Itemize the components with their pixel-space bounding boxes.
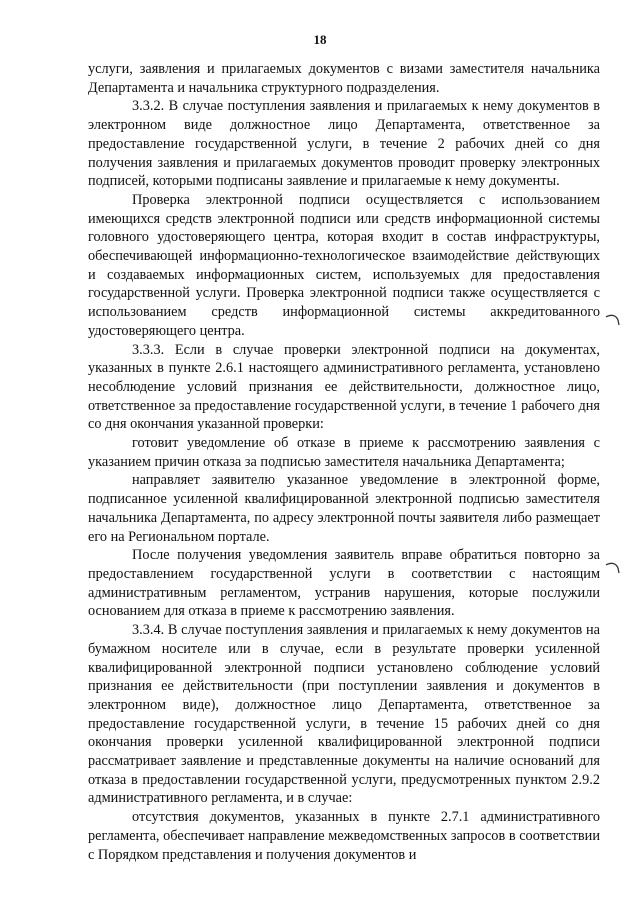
- paragraph-3-3-4: 3.3.4. В случае поступления заявления и прилагаемых к нему документов на бумажном носителе или в случае, если в результате проверки усиленной квалифицированной электронной подписи установлено соблюдение условий признания ее действительности (при поступлении заявления и документов в электронном виде), должностное лицо Департамента, ответственное за предоставление государственной услуги, в течение 15 рабочих дней со дня окончания проверки усиленной квалифицированной электронной подписи рассматривает заявление и представленные документы на наличие оснований для отказа в предоставлении государственной услуги, предусмотренных пунктом 2.9.2 административного регламента, и в случае:: [88, 622, 600, 807]
- paragraph-continuation: услуги, заявления и прилагаемых документов с визами заместителя начальника Департамента и начальника структурного подразделения.: [88, 61, 600, 96]
- paragraph-send-notice: направляет заявителю указанное уведомление в электронной форме, подписанное усиленной квалифицированной электронной подписью заместителя начальника Департамента, по адресу электронной почты заявителя либо размещает его на Региональном портале.: [88, 472, 600, 545]
- margin-hook-mark: [604, 312, 622, 330]
- paragraph-3-3-3: 3.3.3. Если в случае проверки электронной подписи на документах, указанных в пункте 2.6.1 настоящего административного регламента, установлено несоблюдение условий признания ее действительности, должностное лицо, ответственное за предоставление государственной услуги, в течение 1 рабочего дня со дня окончания указанной проверки:: [88, 341, 600, 433]
- paragraph-reapply: После получения уведомления заявитель вправе обратиться повторно за предоставлением государственной услуги в соответствии с настоящим административным регламентом, устранив нарушения, которые послужили основанием для отказа в приеме к рассмотрению заявления.: [88, 547, 600, 620]
- paragraph-signature-verification: Проверка электронной подписи осуществляется с использованием имеющихся средств электронной подписи или средств информационной системы головного удостоверяющего центра, которая входит в состав инфраструктуры, обеспечивающей информационно-технологическое взаимодействие действующих и создаваемых информационных систем, используемых для предоставления государственной услуги. Проверка электронной подписи также осуществляется с использованием средств информационной системы аккредитованного удостоверяющего центра.: [88, 191, 600, 339]
- margin-hook-mark: [604, 560, 622, 578]
- paragraph-missing-documents: отсутствия документов, указанных в пункте 2.7.1 административного регламента, обеспечивает направление межведомственных запросов в соответствии с Порядком представления и получения документов и: [88, 809, 600, 863]
- paragraph-3-3-2: 3.3.2. В случае поступления заявления и прилагаемых к нему документов в электронном виде должностное лицо Департамента, ответственное за предоставление государственной услуги, в течение 2 рабочих дней со дня получения заявления и прилагаемых документов проводит проверку электронных подписей, которыми подписаны заявление и прилагаемые к нему документы.: [88, 98, 600, 190]
- page-number: 18: [313, 32, 327, 47]
- paragraph-prepare-notice: готовит уведомление об отказе в приеме к рассмотрению заявления с указанием причин отказа за подписью заместителя начальника Департамента;: [88, 435, 600, 470]
- document-body: [88, 60, 600, 864]
